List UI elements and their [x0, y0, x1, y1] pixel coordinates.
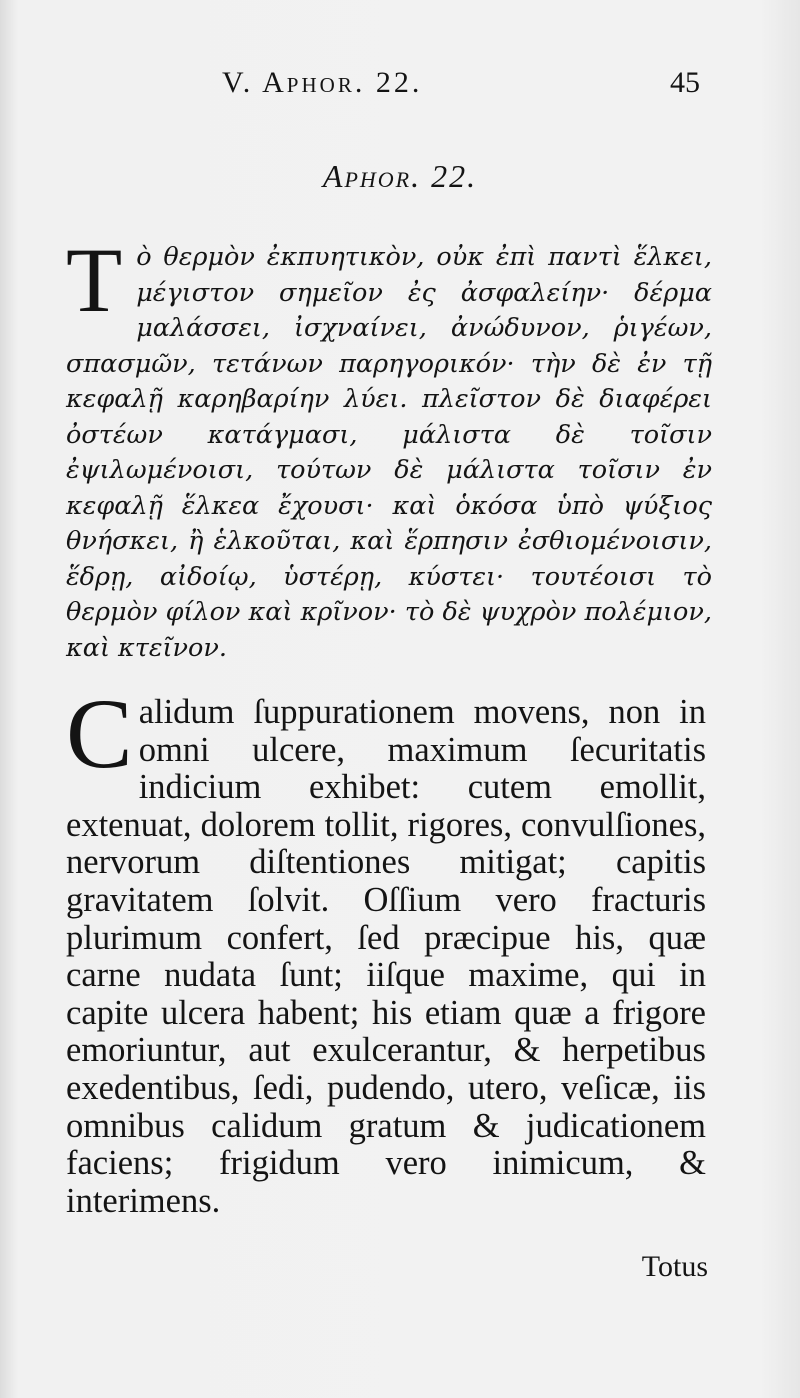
greek-paragraph	[66, 229, 712, 666]
latin-paragraph	[66, 678, 706, 1220]
page-number: 45	[670, 66, 700, 99]
greek-drop-initial: Τ	[66, 229, 123, 331]
running-head	[0, 66, 800, 110]
running-head-title: V. Aphor. 22.	[222, 66, 423, 99]
aphorism-heading: Aphor. 22.	[322, 158, 478, 194]
greek-body-text: ὸ θερμὸν ἐκπυητικὸν, οὐκ ἐπὶ παντὶ ἕλκει, μέγιστον σημεῖον ἐς ἀσφαλείην· δέρμα μαλάσσει, ἰσχναίνει, ἀνώδυνον, ῥιγέων, σπασμῶν, τετάνων παρηγορικόν· τὴν δὲ ἐν τῇ κεφαλῇ καρηβαρίην λύει. πλεῖστον δὲ διαφέρει ὀστέων κατάγμασι, μάλιστα δὲ τοῖσιν ἐψιλωμένοισι, τούτων δὲ μάλιστα τοῖσιν ἐν κεφαλῇ ἕλκεα ἔχουσι· καὶ ὁκόσα ὑπὸ ψύξιος θνήσκει, ἢ ἑλκοῦται, καὶ ἕρπησιν ἐσθιομένοισιν, ἕδρῃ, αἰδοίῳ, ὑστέρῃ, κύστει· τουτέοισι τὸ θερμὸν φίλον καὶ κρῖνον· τὸ δὲ ψυχρὸν πολέμιον, καὶ κτεῖνον.	[66, 242, 712, 663]
latin-drop-initial: C	[66, 678, 133, 789]
catchword: Totus	[641, 1250, 708, 1283]
latin-body-text: alidum ſuppurationem movens, non in omni ulcere, maximum ſecuritatis indicium exhibet: cutem emollit, extenuat, dolorem tollit, rigores, convulſiones, nervorum diſtentiones mitigat; capitis gravitatem ſolvit. Oſſium vero fracturis plurimum confert, ſed præcipue his, quæ carne nudata ſunt; iiſque maxime, qui in capite ulcera habent; his etiam quæ a frigore emoriuntur, aut exulcerantur, & herpetibus exedentibus, ſedi, pudendo, utero, veſicæ, iis omnibus calidum gratum & judicationem faciens; frigidum vero inimicum, & interimens.	[66, 693, 706, 1220]
